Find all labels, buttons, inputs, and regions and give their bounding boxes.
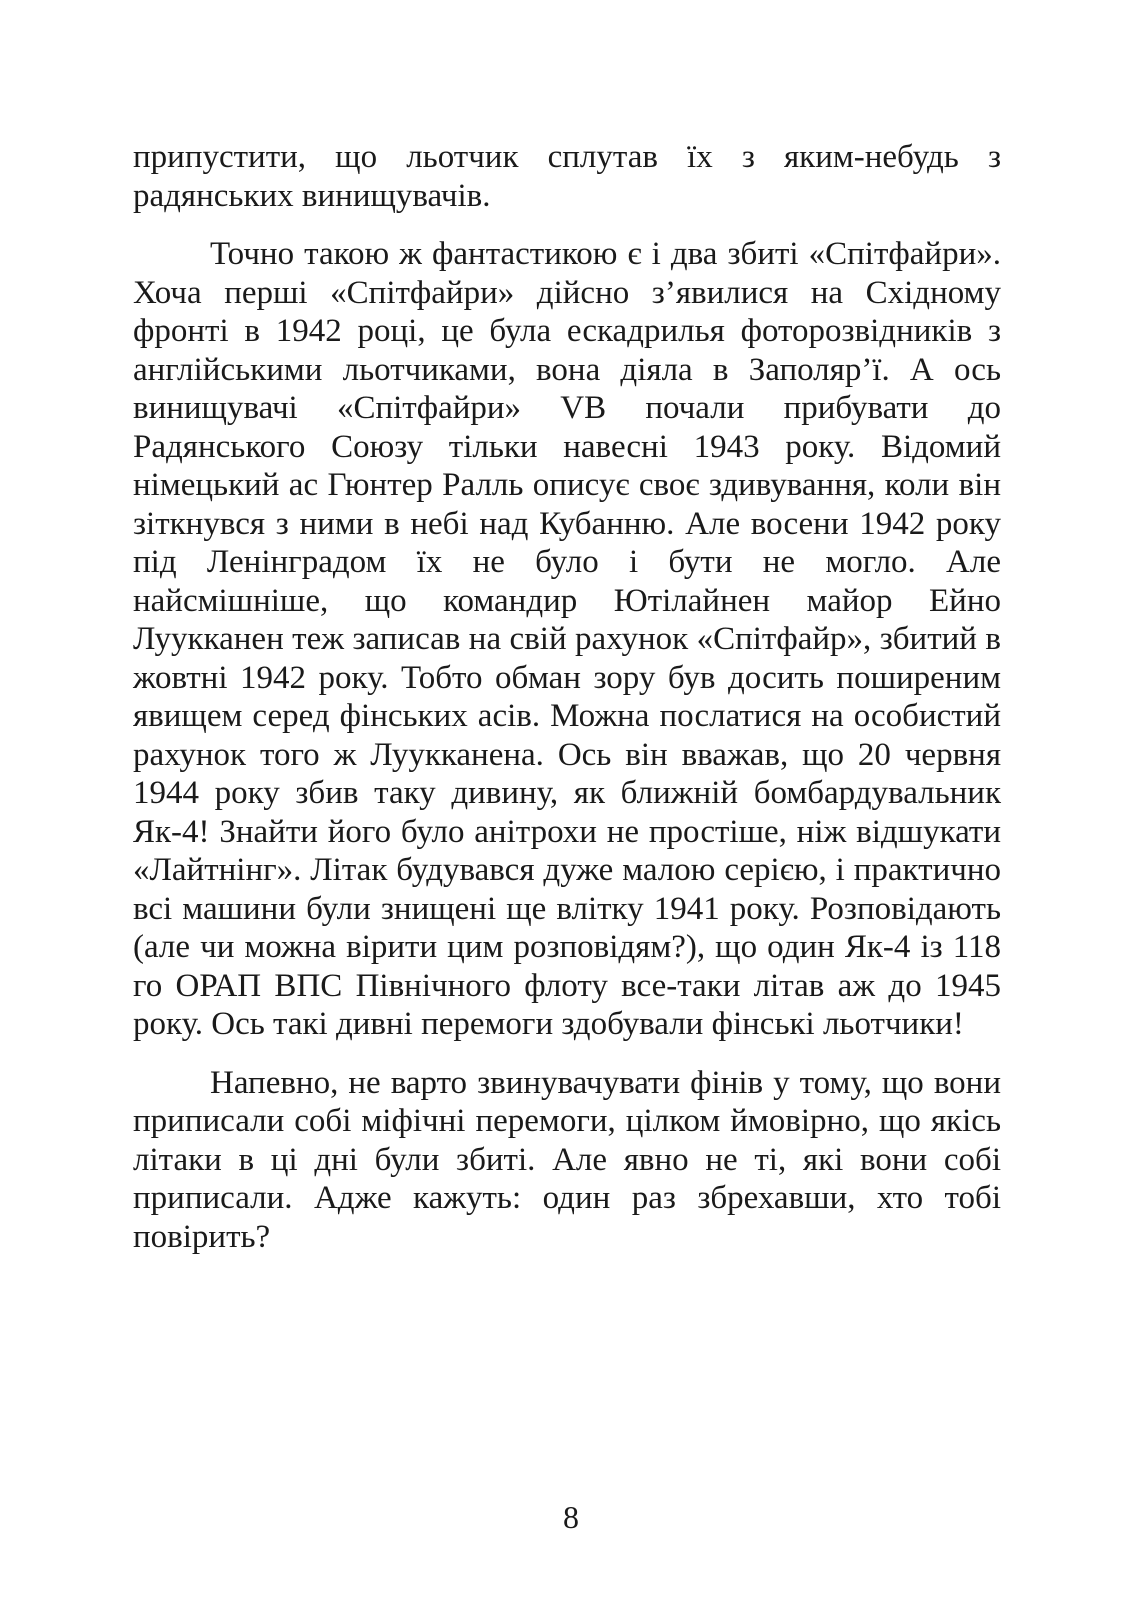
paragraph-spitfires: Точно такою ж фантастикою є і два збиті «Спітфайри». Хоча перші «Спітфайри» дійсно з’явилися на Східному фронті в 1942 році, це була ескадрилья фоторозвідників з англійськими льотчиками, вона діяла в Заполяр’ї. А ось винищувачі «Спітфайри» VB почали прибувати до Радянського Союзу тільки навесні 1943 року. Відомий німецький ас Гюнтер Ралль описує своє здивування, коли він зіткнувся з ними в небі над Кубанню. Але восени 1942 року під Ленінградом їх не було і бути не могло. Але найсмішніше, що командир Ютілайнен майор Ейно Луукканен теж записав на свій рахунок «Спітфайр», збитий в жовтні 1942 року. Тобто обман зору був досить поширеним явищем серед фінських асів. Можна послатися на особистий рахунок того ж Луукканена. Ось він вважав, що 20 червня 1944 року збив таку дивину, як ближній бомбардувальник Як-4! Знайти його було анітрохи не простіше, ніж відшукати «Лайтнінг». Літак будувався дуже малою серією, і практично всі машини були знищені ще влітку 1941 року. Розповідають (але чи можна вірити цим розповідям?), що один Як-4 із 118 го ОРАП ВПС Північного флоту все-таки літав аж до 1945 року. Ось такі дивні перемоги здобували фінські льотчики! — [133, 236, 1001, 1042]
page-number: 8 — [563, 1499, 579, 1535]
paragraph-continuation: припустити, що льотчик сплутав їх з яким-небудь з радянських винищувачів. — [133, 139, 1001, 214]
body-text — [133, 138, 1001, 1256]
paragraph-conclusion: Напевно, не варто звинувачувати фінів у тому, що вони приписали собі міфічні перемоги, цілком ймовірно, що якісь літаки в ці дні були збиті. Але явно не ті, які вони собі приписали. Адже кажуть: один раз збрехавши, хто тобі повірить? — [133, 1064, 1001, 1255]
